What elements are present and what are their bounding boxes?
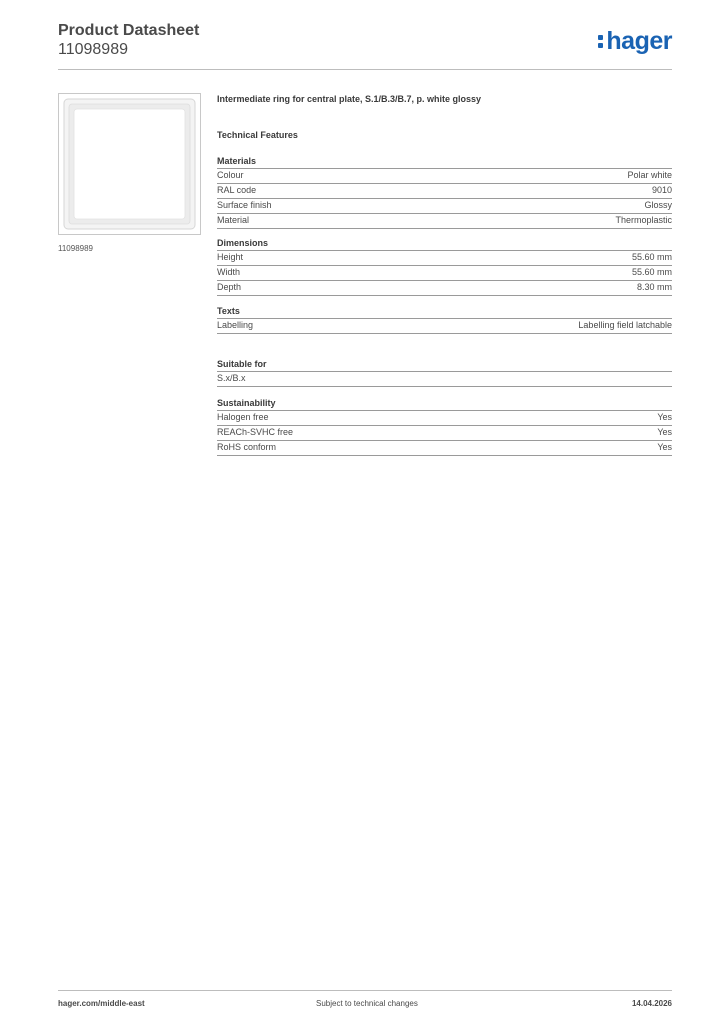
- section-title: Dimensions: [217, 237, 672, 251]
- footer-note: Subject to technical changes: [316, 999, 418, 1008]
- table-row: [217, 251, 672, 266]
- intermediate-ring-image: [63, 98, 196, 230]
- table-row: [217, 169, 672, 184]
- product-image-frame: [58, 93, 201, 235]
- page-footer: [58, 990, 672, 1021]
- table-row: [217, 184, 672, 199]
- row-value: Yes: [657, 412, 672, 422]
- table-row: [217, 319, 672, 334]
- row-label: RAL code: [217, 185, 257, 195]
- table-row: [217, 281, 672, 296]
- table-row: [217, 266, 672, 281]
- row-label: Depth: [217, 282, 242, 292]
- row-value: 8.30 mm: [636, 282, 672, 292]
- table-row: [217, 411, 672, 426]
- row-label: Width: [217, 267, 241, 277]
- section-title: Sustainability: [217, 397, 672, 411]
- product-description: Intermediate ring for central plate, S.1/B.3/B.7, p. white glossy: [217, 94, 482, 104]
- section-title: Suitable for: [217, 358, 672, 372]
- row-value: Glossy: [644, 200, 672, 210]
- table-row: [217, 214, 672, 229]
- section-texts: [217, 305, 672, 334]
- document-title: Product Datasheet: [58, 22, 200, 39]
- technical-features-title: Technical Features: [217, 130, 298, 140]
- row-label: Halogen free: [217, 412, 269, 422]
- section-dimensions: [217, 237, 672, 296]
- row-label: Labelling: [217, 320, 254, 330]
- row-label: Height: [217, 252, 244, 262]
- section-materials: [217, 155, 672, 229]
- hager-logo: [598, 28, 672, 54]
- logo-colon-icon: [598, 31, 604, 53]
- row-label: Surface finish: [217, 200, 272, 210]
- row-label: Colour: [217, 170, 244, 180]
- footer-website: hager.com/middle-east: [58, 999, 145, 1008]
- row-label: RoHS conform: [217, 442, 277, 452]
- footer-date: 14.04.2026: [631, 999, 672, 1008]
- row-value: Thermoplastic: [615, 215, 672, 225]
- row-label: Material: [217, 215, 250, 225]
- row-value: Yes: [657, 427, 672, 437]
- product-details: [217, 93, 672, 452]
- row-value: 55.60 mm: [631, 267, 672, 277]
- page-header: [58, 22, 672, 70]
- table-row: [217, 372, 672, 387]
- section-suitable-for: [217, 358, 672, 387]
- row-label: REACh-SVHC free: [217, 427, 294, 437]
- table-row: [217, 199, 672, 214]
- table-row: [217, 441, 672, 456]
- logo-text: hager: [606, 27, 672, 55]
- row-value: 55.60 mm: [631, 252, 672, 262]
- row-value: 9010: [651, 185, 672, 195]
- row-label: S.x/B.x: [217, 373, 246, 383]
- table-row: [217, 426, 672, 441]
- section-sustainability: [217, 397, 672, 456]
- section-title: Texts: [217, 305, 672, 319]
- image-caption: 11098989: [58, 244, 93, 253]
- product-number: 11098989: [58, 41, 128, 58]
- row-value: Labelling field latchable: [578, 320, 672, 330]
- row-value: Polar white: [627, 170, 672, 180]
- row-value: Yes: [657, 442, 672, 452]
- section-title: Materials: [217, 155, 672, 169]
